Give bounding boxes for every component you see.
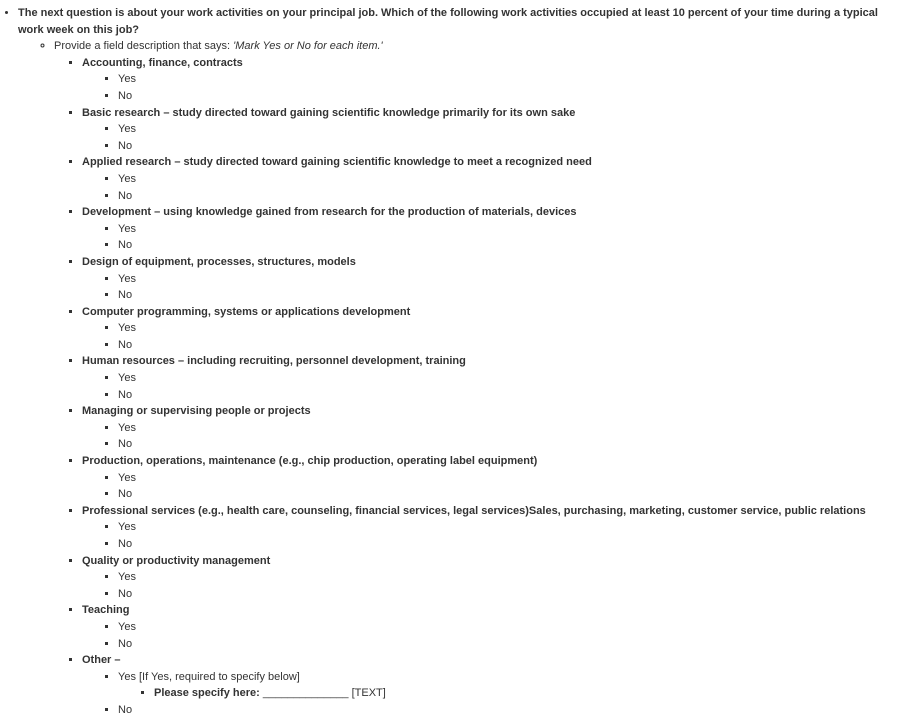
option-yes — [118, 470, 904, 487]
yes-no-list — [82, 669, 904, 719]
option-no — [118, 636, 904, 653]
option-no — [118, 188, 904, 205]
option-yes — [118, 619, 904, 636]
activity-item-other — [82, 652, 904, 718]
option-no — [118, 337, 904, 354]
option-no — [118, 88, 904, 105]
activity-label: Development – using knowledge gained from research for the production of materials, devices — [82, 206, 577, 219]
no-label: No — [118, 289, 133, 302]
no-label: No — [118, 139, 133, 152]
yes-label: Yes — [118, 521, 136, 534]
specify-item — [154, 685, 904, 702]
yes-no-list — [82, 121, 904, 154]
yes-label: Yes — [118, 73, 136, 86]
option-no-other — [118, 702, 904, 719]
option-yes — [118, 121, 904, 138]
no-label: No — [118, 438, 133, 451]
specify-list — [118, 685, 904, 702]
option-no — [118, 536, 904, 553]
no-label: No — [118, 637, 133, 650]
yes-no-list — [82, 370, 904, 403]
option-no — [118, 486, 904, 503]
activity-label: Human resources – including recruiting, personnel development, training — [82, 355, 466, 368]
yes-label: Yes — [118, 471, 136, 484]
activity-item — [82, 503, 904, 553]
option-no — [118, 237, 904, 254]
no-label: No — [118, 189, 133, 202]
activity-item — [82, 453, 904, 503]
activity-item — [82, 602, 904, 652]
no-label: No — [118, 89, 133, 102]
question-item — [18, 5, 904, 719]
field-description-quote: 'Mark Yes or No for each item.' — [233, 40, 383, 53]
option-no — [118, 387, 904, 404]
no-label: No — [118, 488, 133, 501]
option-yes — [118, 569, 904, 586]
yes-no-list — [82, 420, 904, 453]
specify-label: Please specify here: — [154, 687, 260, 700]
yes-label: Yes — [118, 372, 136, 385]
yes-no-list — [82, 519, 904, 552]
work-activity-list — [54, 55, 904, 719]
option-yes — [118, 271, 904, 288]
option-yes — [118, 519, 904, 536]
activity-label: Applied research – study directed toward gaining scientific knowledge to meet a recognized need — [82, 156, 592, 169]
no-label: No — [118, 587, 133, 600]
activity-label: Accounting, finance, contracts — [82, 56, 243, 69]
yes-label: Yes — [118, 322, 136, 335]
yes-no-list — [82, 71, 904, 104]
activity-item — [82, 105, 904, 155]
field-description-prefix: Provide a field description that says: — [54, 40, 231, 53]
yes-no-list — [82, 320, 904, 353]
yes-label: Yes — [118, 620, 136, 633]
yes-label: Yes — [118, 571, 136, 584]
activity-item — [82, 403, 904, 453]
no-label: No — [118, 538, 133, 550]
specify-type-tag: [TEXT] — [351, 687, 386, 700]
specify-blank: ______________ — [262, 687, 349, 700]
yes-no-list — [82, 569, 904, 602]
option-no — [118, 287, 904, 304]
yes-other-label: Yes [If Yes, required to specify below] — [118, 670, 300, 683]
option-yes — [118, 171, 904, 188]
yes-label: Yes — [118, 222, 136, 235]
option-yes — [118, 320, 904, 337]
activity-item — [82, 353, 904, 403]
option-yes — [118, 221, 904, 238]
activity-label: Managing or supervising people or projects — [82, 405, 311, 418]
option-no — [118, 436, 904, 453]
activity-label: Computer programming, systems or applications development — [82, 305, 411, 318]
yes-no-list — [82, 221, 904, 254]
activity-label: Production, operations, maintenance (e.g., chip production, operating label equipment) — [82, 455, 538, 468]
activity-item — [82, 254, 904, 304]
option-yes — [118, 71, 904, 88]
activity-label: Basic research – study directed toward gaining scientific knowledge primarily for its own sake — [82, 106, 576, 119]
activity-label: Professional services (e.g., health care, counseling, financial services, legal services)Sales, purchasing, marketing, customer service, public relations — [82, 504, 866, 517]
activity-item — [82, 204, 904, 254]
option-yes — [118, 420, 904, 437]
no-label: No — [118, 388, 133, 401]
activity-label: Other – — [82, 654, 121, 667]
field-description-list — [18, 38, 904, 718]
yes-label: Yes — [118, 172, 136, 185]
activity-label: Design of equipment, processes, structures, models — [82, 255, 356, 268]
field-description-item — [54, 38, 904, 718]
yes-label: Yes — [118, 421, 136, 434]
activity-item — [82, 154, 904, 204]
question-text: The next question is about your work activities on your principal job. Which of the following work activities occupied at least 10 percent of your time during a typical work week on this job? — [18, 7, 878, 36]
yes-label: Yes — [118, 272, 136, 285]
option-no — [118, 138, 904, 155]
activity-label: Quality or productivity management — [82, 554, 271, 567]
yes-no-list — [82, 470, 904, 503]
yes-label: Yes — [118, 123, 136, 136]
no-label: No — [118, 239, 133, 252]
option-no — [118, 586, 904, 603]
activity-item — [82, 304, 904, 354]
activity-item — [82, 55, 904, 105]
yes-no-list — [82, 271, 904, 304]
no-other-label: No — [118, 703, 133, 716]
no-label: No — [118, 338, 133, 351]
option-yes-other — [118, 669, 904, 702]
yes-no-list — [82, 619, 904, 652]
question-list — [0, 5, 904, 719]
activity-label: Teaching — [82, 604, 130, 617]
yes-no-list — [82, 171, 904, 204]
option-yes — [118, 370, 904, 387]
activity-item — [82, 553, 904, 603]
